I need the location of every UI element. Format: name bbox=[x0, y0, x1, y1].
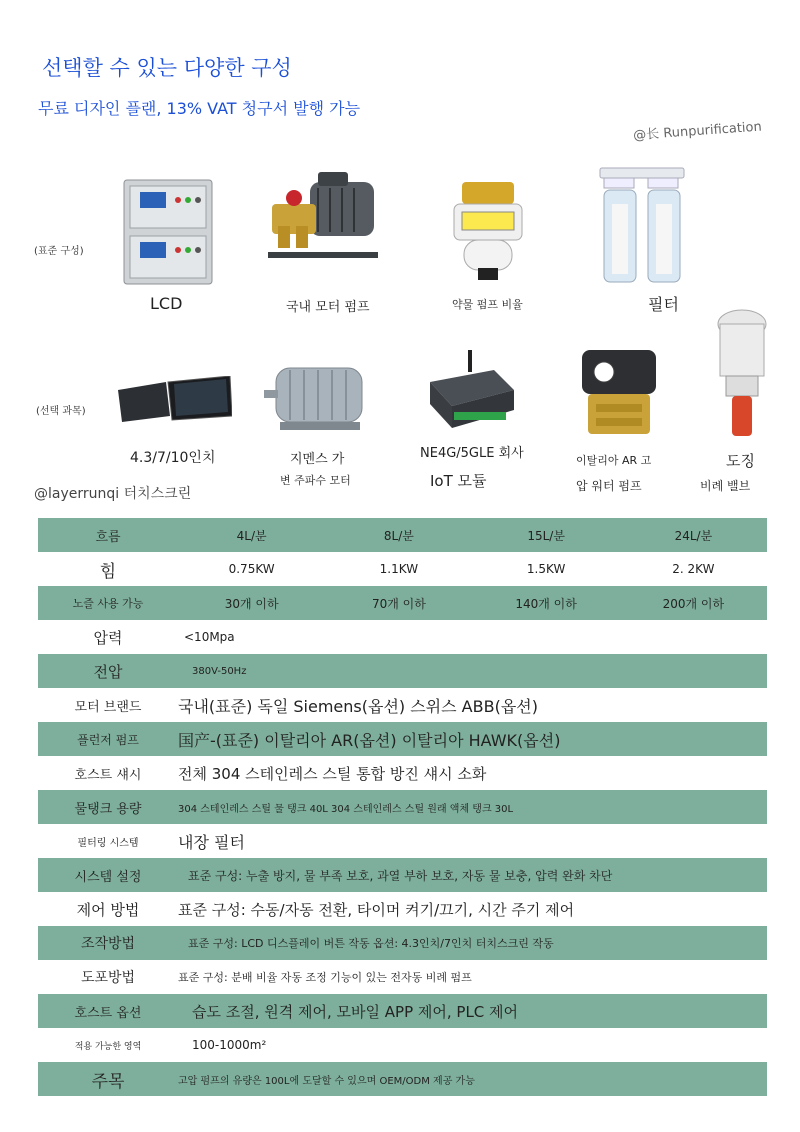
power-value: 0.75KW bbox=[228, 562, 275, 576]
item-pump-line1: 이탈리아 AR 고 bbox=[576, 454, 652, 467]
label-system: 시스템 설정 bbox=[38, 858, 178, 892]
label-pressure: 압력 bbox=[38, 620, 178, 654]
motor-pump-image bbox=[258, 168, 388, 278]
power-value: 2. 2KW bbox=[672, 562, 715, 576]
table-row-dosing bbox=[38, 960, 767, 994]
flow-value: 24L/분 bbox=[674, 528, 713, 543]
label-operation: 조작방법 bbox=[38, 926, 178, 960]
value-host-options: 습도 조절, 원격 제어, 모바일 APP 제어, PLC 제어 bbox=[178, 994, 767, 1028]
table-row-power bbox=[38, 552, 767, 586]
label-motor-brand: 모터 브랜드 bbox=[38, 688, 178, 722]
table-row-operation bbox=[38, 926, 767, 960]
standard-config-label: (표준 구성) bbox=[34, 246, 84, 257]
item-dosing-ratio: 약물 펌프 비율 bbox=[452, 298, 523, 311]
credit-left: @layerrunqi 터치스크린 bbox=[34, 486, 192, 502]
label-filter: 필터링 시스템 bbox=[38, 824, 178, 858]
table-row-filter bbox=[38, 824, 767, 858]
table-row-host-chassis bbox=[38, 756, 767, 790]
nozzle-value: 70개 이하 bbox=[371, 596, 426, 611]
power-value: 1.1KW bbox=[379, 562, 419, 576]
item-iot-line2: IoT 모듈 bbox=[430, 472, 487, 490]
page-title: 선택할 수 있는 다양한 구성 bbox=[42, 56, 292, 80]
table-row-plunger-pump bbox=[38, 722, 767, 756]
value-voltage: 380V-50Hz bbox=[178, 654, 767, 688]
nozzle-value: 200개 이하 bbox=[662, 596, 725, 611]
lcd-controller-image bbox=[122, 178, 214, 286]
item-iot-line1: NE4G/5GLE 회사 bbox=[420, 446, 524, 461]
value-pressure: <10Mpa bbox=[178, 620, 767, 654]
value-operation: 표준 구성: LCD 디스플레이 버튼 작동 옵션: 4.3인치/7인치 터치스크린 작동 bbox=[178, 926, 767, 960]
label-control: 제어 방법 bbox=[38, 892, 178, 926]
flow-value: 15L/분 bbox=[527, 528, 565, 543]
value-system: 표준 구성: 누출 방지, 물 부족 보호, 과열 부하 보호, 자동 물 보충, 압력 완화 차단 bbox=[178, 858, 767, 892]
item-filter: 필터 bbox=[648, 295, 679, 314]
label-tank: 물탱크 용량 bbox=[38, 790, 178, 824]
value-plunger-pump: 国产-(표준) 이탈리아 AR(옵션) 이탈리아 HAWK(옵션) bbox=[178, 722, 767, 756]
value-filter: 내장 필터 bbox=[178, 824, 767, 858]
power-value: 1.5KW bbox=[526, 562, 566, 576]
item-screen-size: 4.3/7/10인치 bbox=[130, 450, 216, 466]
label-power: 힘 bbox=[38, 552, 178, 586]
flow-value: 4L/분 bbox=[236, 528, 267, 543]
flow-value: 8L/분 bbox=[383, 528, 414, 543]
table-row-nozzles bbox=[38, 586, 767, 620]
label-area: 적용 가능한 영역 bbox=[38, 1028, 178, 1062]
optional-label: (선택 과목) bbox=[36, 406, 86, 417]
spec-table bbox=[38, 518, 767, 1096]
label-host-options: 호스트 옵션 bbox=[38, 994, 178, 1028]
value-motor-brand: 국내(표준) 독일 Siemens(옵션) 스위스 ABB(옵션) bbox=[178, 688, 767, 722]
iot-module-image bbox=[424, 348, 520, 438]
label-host-chassis: 호스트 섀시 bbox=[38, 756, 178, 790]
table-row-area bbox=[38, 1028, 767, 1062]
item-dosing-line2: 비례 밸브 bbox=[700, 479, 751, 493]
dosing-pump-image bbox=[448, 180, 528, 290]
siemens-motor-image bbox=[262, 360, 376, 436]
item-motor-line1: 지멘스 가 bbox=[290, 452, 345, 467]
table-row-pressure bbox=[38, 620, 767, 654]
table-row-control bbox=[38, 892, 767, 926]
table-row-voltage bbox=[38, 654, 767, 688]
table-row-tank bbox=[38, 790, 767, 824]
value-control: 표준 구성: 수동/자동 전환, 타이머 켜기/끄기, 시간 주기 제어 bbox=[178, 892, 767, 926]
table-row-note bbox=[38, 1062, 767, 1096]
label-voltage: 전압 bbox=[38, 654, 178, 688]
ar-pump-image bbox=[574, 342, 664, 444]
label-note: 주목 bbox=[38, 1062, 178, 1096]
filter-image bbox=[596, 164, 688, 288]
value-area: 100-1000m² bbox=[178, 1028, 767, 1062]
touchscreen-image bbox=[118, 376, 232, 426]
nozzle-value: 30개 이하 bbox=[224, 596, 279, 611]
credit-top: @长 Runpurification bbox=[633, 119, 763, 144]
value-dosing: 표준 구성: 분배 비율 자동 조정 기능이 있는 전자동 비례 펌프 bbox=[178, 960, 767, 994]
item-motor-line2: 변 주파수 모터 bbox=[280, 474, 351, 487]
item-pump-line2: 압 워터 펌프 bbox=[576, 479, 642, 493]
nozzle-value: 140개 이하 bbox=[515, 596, 577, 611]
dosing-valve-image bbox=[714, 306, 770, 442]
item-dosing-line1: 도징 bbox=[726, 452, 755, 470]
table-row-system bbox=[38, 858, 767, 892]
item-lcd: LCD bbox=[150, 294, 183, 313]
label-flow: 흐름 bbox=[38, 518, 178, 552]
table-row-flow bbox=[38, 518, 767, 552]
value-tank: 304 스테인레스 스틸 물 탱크 40L 304 스테인레스 스틸 원래 액체 탱크 30L bbox=[178, 790, 767, 824]
label-nozzles: 노즐 사용 가능 bbox=[38, 586, 178, 620]
table-row-host-options bbox=[38, 994, 767, 1028]
table-row-motor-brand bbox=[38, 688, 767, 722]
item-motor-pump: 국내 모터 펌프 bbox=[286, 300, 370, 315]
page-subtitle: 무료 디자인 플랜, 13% VAT 청구서 발행 가능 bbox=[38, 99, 361, 118]
value-host-chassis: 전체 304 스테인레스 스틸 통합 방진 섀시 소화 bbox=[178, 756, 767, 790]
value-note: 고압 펌프의 유량은 100L에 도달할 수 있으며 OEM/ODM 제공 가능 bbox=[178, 1062, 767, 1096]
label-plunger-pump: 플런저 펌프 bbox=[38, 722, 178, 756]
label-dosing: 도포방법 bbox=[38, 960, 178, 994]
